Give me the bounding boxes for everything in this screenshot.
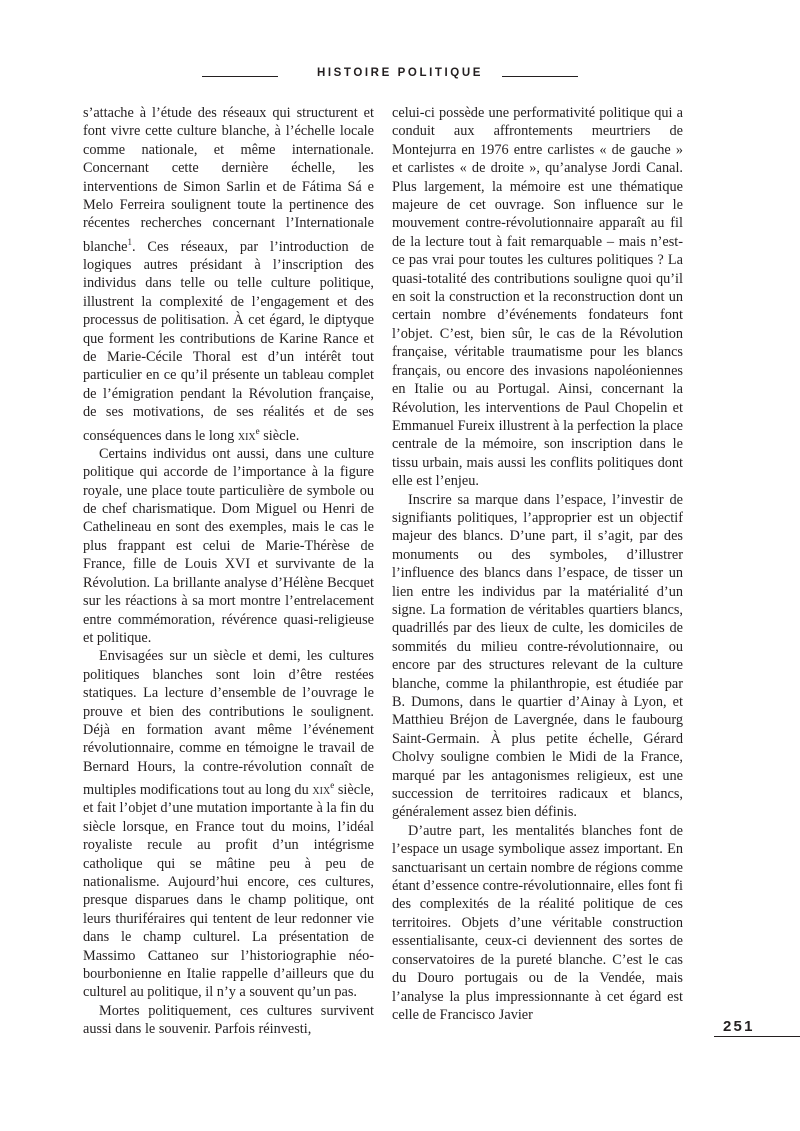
paragraph-text: siècle. (259, 427, 300, 444)
paragraph: celui-ci possède une performativité politique qui a conduit aux affrontements meurtriers de Montejurra en 1976 entre carlistes « de gauche » et carlistes « de droite », qu’analyse Jordi Canal. Plus largement, la mémoire est une thématique majeure de cet ouvrage. Son influence sur le mouvement contre-révolutionnaire apparaît au fil de la lecture tout à fait remarquable – mais n’est-ce pas vrai pour toutes les cultures politiques ? La quasi-totalité des contributions souligne quoi qu’il en soit la construction et la reconstruction dont un certain nombre d’événements fondateurs font l’objet. C’est, bien sûr, le cas de la Révolution française, véritable traumatisme pour les blancs français, ou encore des invasions napoléoniennes en Italie ou au Portugal. Ainsi, concernant la Révolution, les interventions de Paul Chopelin et Emmanuel Fureix illustrent à la perfection la place centrale de la mémoire, son inscription dans le tissu urbain, mais aussi les conflits politiques dont elle est l’enjeu. (392, 105, 683, 490)
footnote-ref: 1 (127, 236, 132, 247)
page-number: 251 (723, 1018, 755, 1035)
page-number-rule (714, 1036, 800, 1037)
paragraph: Certains individus ont aussi, dans une culture politique qui accorde de l’importance à la figure royale, une place toute particulière de symbole ou de chef charismatique. Dom Miguel ou Henri de Cathelineau en sont des exemples, mais le cas le plus frappant est celui de Marie-Thérèse de France, fille de Louis XVI et survivante de la Révolution. La brillante analyse d’Hélène Becquet sur les réactions à sa mort montre l’entrelacement entre commémoration, révérence quasi-religieuse et politique. (83, 445, 374, 646)
left-column (83, 104, 374, 1039)
century-numeral: xix (237, 427, 256, 444)
paragraph: Mortes politiquement, ces cultures survivent aussi dans le souvenir. Parfois réinvesti, (83, 1002, 374, 1038)
header-rule-right (502, 76, 578, 77)
running-header (0, 66, 800, 86)
paragraph: Inscrire sa marque dans l’espace, l’investir de signifiants politiques, l’approprier est un objectif majeur des blancs. D’une part, il s’agit, par des monuments ou des symboles, d’illustrer l’influence des blancs dans l’espace, de tisser un lien entre les individus par la matérialité d’un signe. La formation de véritables quartiers blancs, quadrillés par des lieux de culte, les domiciles de sommités du milieu contre-révolutionnaire, ou encore par des structures relevant de la culture blanche, comme la philanthropie, est étudiée par B. Dumons, dans le quartier d’Ainay à Lyon, et Matthieu Bréjon de Lavergnée, dans le faubourg Saint-Germain. À plus petite échelle, Gérard Cholvy souligne combien le Midi de la France, marqué par les antagonismes religieux, est une succession de territoires radicaux et blancs, généralement assez bien définis. (392, 491, 683, 821)
running-header-title: HISTOIRE POLITIQUE (316, 67, 484, 79)
paragraph-text: . Ces réseaux, par l’introduction de logiques autres présidant à l’inscription des individus dans telle ou telle culture politique, illustrent la complexité de l’engagement et des processus de politisation. À cet égard, le diptyque que forment les contributions de Karine Rance et de Marie-Cécile Thoral est d’un intérêt tout particulier en ce qu’il présente un tableau complet de l’émigration pendant la Révolution française, de ses motivations, de ses réalités et de ses conséquences dans le long (83, 238, 374, 444)
century-suffix: e (330, 780, 335, 791)
century-numeral: xix (312, 781, 331, 798)
century-suffix: e (255, 425, 260, 436)
paragraph-text: siècle, et fait l’objet d’une mutation importante à la fin du siècle lorsque, en France tout du moins, l’idéal royaliste recule au profit d’un intégrisme catholique qui se mâtine peu à peu de nationalisme. Aujourd’hui encore, ces cultures, presque disparues dans le champ politique, ont leurs thuriféraires qui tentent de leur redonner vie dans le champ culturel. La présentation de Massimo Cattaneo sur l’historiographie néo-bourbonienne en Italie rappelle d’ailleurs que du culturel au politique, il n’y a souvent qu’un pas. (83, 781, 375, 1001)
paragraph-text: s’attache à l’étude des réseaux qui structurent et font vivre cette culture blanche, à l’échelle locale comme nationale, et même internationale. Concernant cette dernière échelle, les interventions de Simon Sarlin et de Fátima Sá e Melo Ferreira soulignent toute la pertinence des récentes recherches concernant l’Internationale blanche (83, 105, 374, 255)
paragraph (83, 104, 374, 445)
paragraph (83, 647, 374, 1001)
paragraph: D’autre part, les mentalités blanches font de l’espace un usage symbolique assez important. En sanctuarisant un certain nombre de régions comme étant d’essence contre-révolutionnaire, elles font fi des complexités de la réalité politique de ces territoires. Objets d’une véritable construction essentialisante, ceux-ci deviennent des sortes de conservatoires de la pureté blanche. C’est le cas du Douro portugais ou de la Vendée, mais l’analyse la plus impressionnante à cet égard est celle de Francisco Javier (392, 822, 683, 1023)
paragraph-text: Envisagées sur un siècle et demi, les cultures politiques blanches sont loin d’être restées statiques. La lecture d’ensemble de l’ouvrage le prouve et bien des contributions le soulignent. Déjà en formation avant même l’événement révolutionnaire, comme en témoigne le travail de Bernard Hours, la contre-révolution connaît de multiples modifications tout au long du (83, 648, 374, 798)
right-column (392, 104, 683, 1024)
